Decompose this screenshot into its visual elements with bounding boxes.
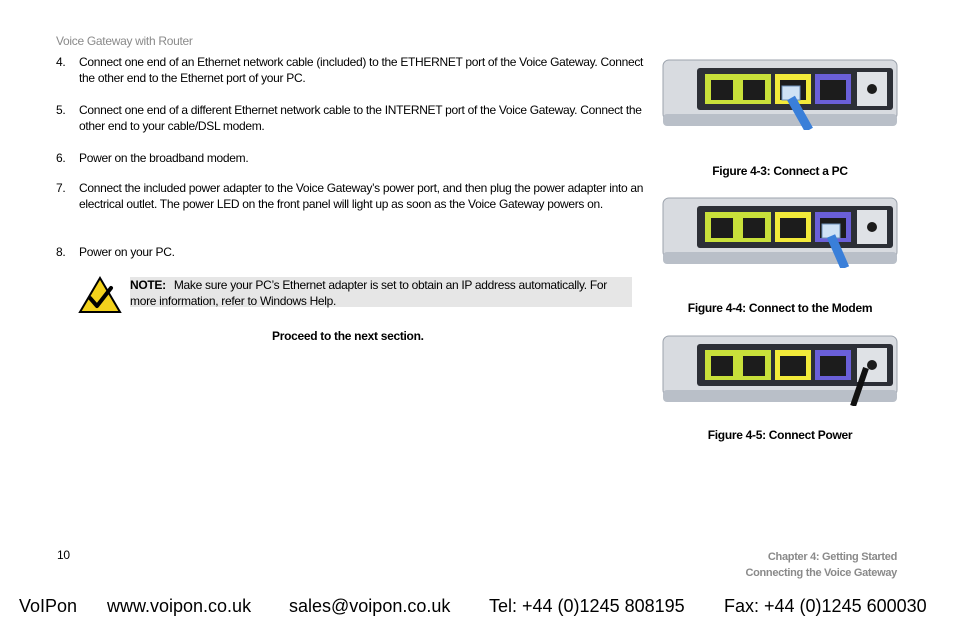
note-label: NOTE: (130, 278, 166, 292)
step-number: 8. (56, 245, 66, 259)
email-link[interactable]: sales@voipon.co.uk (289, 596, 451, 616)
step-text: Power on your PC. (79, 245, 175, 259)
phone-number: Tel: +44 (0)1245 808195 (489, 596, 685, 616)
checkmark-icon (78, 276, 122, 314)
step-text: Connect the included power adapter to the Voice Gateway’s power port, and then plug the power adapter into an electrical outlet. The power LED on the front panel will light up as soon as the Voice Gateway powers on. (79, 181, 644, 211)
step-text: Connect one end of an Ethernet network cable (included) to the ETHERNET port of the Voice Gateway. Connect the other end to the Ethernet port of your PC. (79, 55, 644, 85)
page-number: 10 (57, 548, 70, 562)
note-box (130, 277, 632, 307)
website-link[interactable]: www.voipon.co.uk (107, 596, 252, 616)
step-number: 6. (56, 151, 66, 165)
figure-connect-modem (661, 196, 899, 268)
figure-caption: Figure 4-3: Connect a PC (712, 164, 848, 178)
contact-bar (0, 596, 954, 618)
chapter-title: Chapter 4: Getting Started (767, 551, 897, 563)
figure-connect-pc (661, 58, 899, 130)
fax-number: Fax: +44 (0)1245 600030 (724, 596, 927, 616)
step-number: 5. (56, 103, 66, 117)
section-title: Connecting the Voice Gateway (745, 567, 897, 579)
figure-caption: Figure 4-5: Connect Power (707, 428, 853, 442)
note-text: Make sure your PC’s Ethernet adapter is set to obtain an IP address automatically. For more information, refer to Windows Help. (130, 278, 607, 308)
running-header: Voice Gateway with Router (56, 34, 193, 48)
proceed-text: Proceed to the next section. (272, 329, 424, 343)
step-number: 4. (56, 55, 66, 69)
figure-caption: Figure 4-4: Connect to the Modem (687, 301, 873, 315)
chapter-footer (745, 549, 897, 581)
step-text: Connect one end of a different Ethernet network cable to the INTERNET port of the Voice Gateway. Connect the other end to your cable/DSL modem. (79, 103, 642, 133)
figure-connect-power (661, 334, 899, 406)
step-number: 7. (56, 181, 66, 195)
step-text: Power on the broadband modem. (79, 151, 249, 165)
company-name: VoIPon (19, 596, 78, 616)
